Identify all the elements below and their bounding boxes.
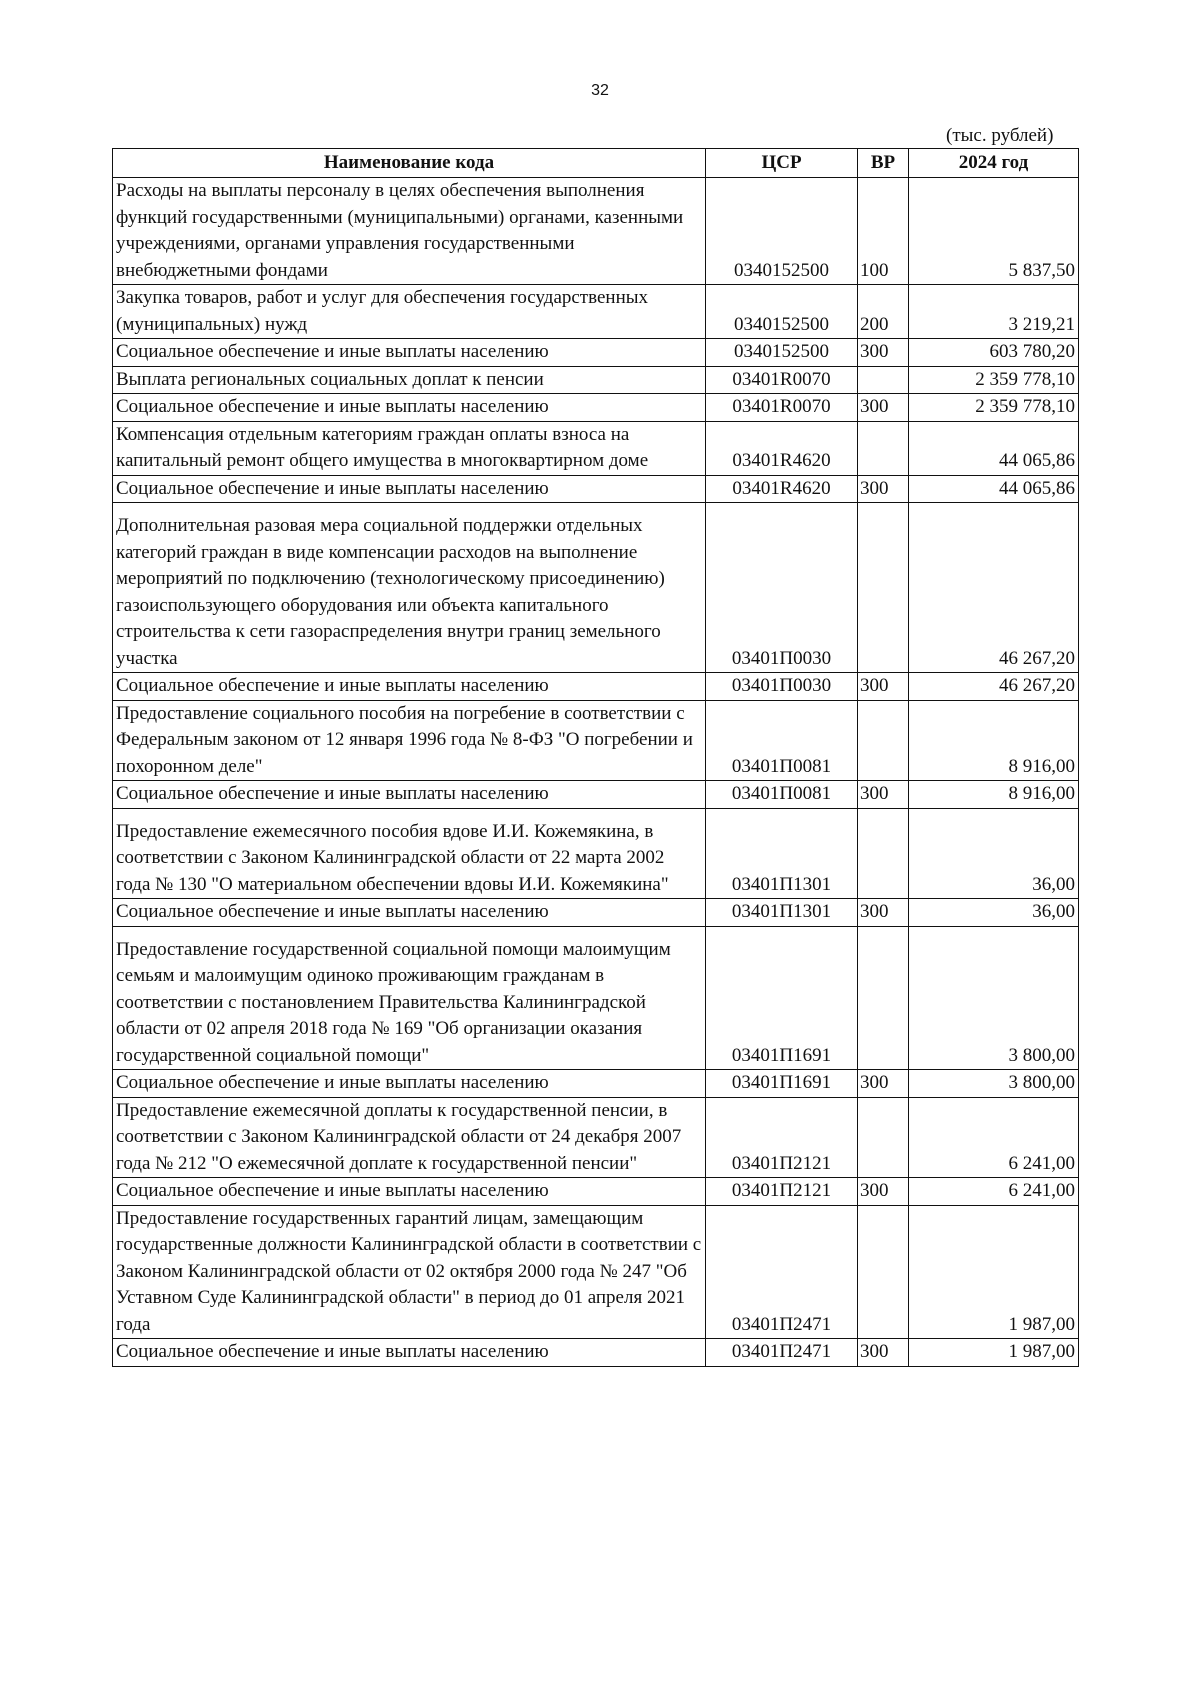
row-name: Предоставление ежемесячного пособия вдове И.И. Кожемякина, в соответствии с Законом Калининградской области от 22 марта 2002 года № 130 "О материальном обеспечении вдовы И.И. Кожемякина" [113, 808, 706, 899]
header-name: Наименование кода [113, 149, 706, 178]
table-row [113, 285, 1079, 339]
header-vr: ВР [858, 149, 909, 178]
row-csr: 03401П1691 [706, 1070, 858, 1098]
row-vr: 300 [858, 339, 909, 367]
header-year: 2024 год [909, 149, 1079, 178]
row-name: Социальное обеспечение и иные выплаты населению [113, 475, 706, 503]
row-vr [858, 503, 909, 673]
table-row [113, 781, 1079, 809]
row-amount: 3 219,21 [909, 285, 1079, 339]
row-name: Выплата региональных социальных доплат к пенсии [113, 366, 706, 394]
row-name: Социальное обеспечение и иные выплаты населению [113, 1178, 706, 1206]
row-csr: 03401П1301 [706, 808, 858, 899]
row-name: Расходы на выплаты персоналу в целях обеспечения выполнения функций государственными (муниципальными) органами, казенными учреждениями, органами управления государственными внебюджетными фондами [113, 178, 706, 285]
row-csr: 03401П0030 [706, 673, 858, 701]
table-row [113, 394, 1079, 422]
row-csr: 03401R4620 [706, 475, 858, 503]
row-csr: 03401П0081 [706, 781, 858, 809]
row-name: Компенсация отдельным категориям граждан оплаты взноса на капитальный ремонт общего имущества в многоквартирном доме [113, 421, 706, 475]
row-name: Социальное обеспечение и иные выплаты населению [113, 673, 706, 701]
row-vr [858, 808, 909, 899]
table-row [113, 339, 1079, 367]
row-amount: 44 065,86 [909, 475, 1079, 503]
row-csr: 03401П2121 [706, 1178, 858, 1206]
row-vr [858, 421, 909, 475]
row-csr: 0340152500 [706, 178, 858, 285]
page-number: 32 [591, 82, 609, 99]
row-vr: 300 [858, 673, 909, 701]
header-csr: ЦСР [706, 149, 858, 178]
table-row [113, 366, 1079, 394]
table-row [113, 1339, 1079, 1367]
row-amount: 36,00 [909, 899, 1079, 927]
table-row [113, 673, 1079, 701]
table-row [113, 1097, 1079, 1178]
row-vr: 300 [858, 1070, 909, 1098]
row-vr: 300 [858, 899, 909, 927]
row-amount: 44 065,86 [909, 421, 1079, 475]
table-row [113, 899, 1079, 927]
row-csr: 03401П2471 [706, 1339, 858, 1367]
row-amount: 1 987,00 [909, 1205, 1079, 1339]
row-name: Предоставление социального пособия на погребение в соответствии с Федеральным законом от 12 января 1996 года № 8-ФЗ "О погребении и похоронном деле" [113, 700, 706, 781]
row-amount: 36,00 [909, 808, 1079, 899]
row-vr [858, 1097, 909, 1178]
row-csr: 0340152500 [706, 285, 858, 339]
row-vr [858, 366, 909, 394]
row-name: Предоставление ежемесячной доплаты к государственной пенсии, в соответствии с Законом Калининградской области от 24 декабря 2007 года № 212 "О ежемесячной доплате к государственной пенсии" [113, 1097, 706, 1178]
row-name: Социальное обеспечение и иные выплаты населению [113, 394, 706, 422]
row-name: Социальное обеспечение и иные выплаты населению [113, 899, 706, 927]
row-name: Социальное обеспечение и иные выплаты населению [113, 781, 706, 809]
row-amount: 3 800,00 [909, 1070, 1079, 1098]
row-name: Предоставление государственной социальной помощи малоимущим семьям и малоимущим одиноко проживающим гражданам в соответствии с постановлением Правительства Калининградской области от 02 апреля 2018 года № 169 "Об организации оказания государственной социальной помощи" [113, 926, 706, 1070]
table-row [113, 1178, 1079, 1206]
row-amount: 5 837,50 [909, 178, 1079, 285]
row-amount: 2 359 778,10 [909, 366, 1079, 394]
row-csr: 03401R0070 [706, 394, 858, 422]
row-vr [858, 926, 909, 1070]
row-csr: 03401П2471 [706, 1205, 858, 1339]
row-name: Социальное обеспечение и иные выплаты населению [113, 339, 706, 367]
row-csr: 0340152500 [706, 339, 858, 367]
row-csr: 03401П1301 [706, 899, 858, 927]
table-row [113, 1070, 1079, 1098]
row-csr: 03401R0070 [706, 366, 858, 394]
row-csr: 03401П0030 [706, 503, 858, 673]
table-row [113, 503, 1079, 673]
row-vr: 300 [858, 1178, 909, 1206]
row-csr: 03401П2121 [706, 1097, 858, 1178]
row-amount: 46 267,20 [909, 673, 1079, 701]
units-label: (тыс. рублей) [946, 125, 1054, 146]
table-header-row [113, 149, 1079, 178]
row-amount: 6 241,00 [909, 1097, 1079, 1178]
budget-table [112, 148, 1079, 1367]
row-vr [858, 1205, 909, 1339]
table-row [113, 700, 1079, 781]
row-name: Закупка товаров, работ и услуг для обеспечения государственных (муниципальных) нужд [113, 285, 706, 339]
table-row [113, 475, 1079, 503]
table-row [113, 926, 1079, 1070]
table-row [113, 808, 1079, 899]
row-vr: 300 [858, 781, 909, 809]
row-vr: 100 [858, 178, 909, 285]
row-csr: 03401П0081 [706, 700, 858, 781]
table-row [113, 178, 1079, 285]
row-csr: 03401П1691 [706, 926, 858, 1070]
row-amount: 8 916,00 [909, 781, 1079, 809]
row-name: Социальное обеспечение и иные выплаты населению [113, 1339, 706, 1367]
row-amount: 46 267,20 [909, 503, 1079, 673]
row-name: Предоставление государственных гарантий лицам, замещающим государственные должности Калининградской области в соответствии с Законом Калининградской области от 02 октября 2000 года № 247 "Об Уставном Суде Калининградской области" в период до 01 апреля 2021 года [113, 1205, 706, 1339]
row-csr: 03401R4620 [706, 421, 858, 475]
row-amount: 603 780,20 [909, 339, 1079, 367]
row-amount: 8 916,00 [909, 700, 1079, 781]
table-row [113, 421, 1079, 475]
row-vr: 300 [858, 394, 909, 422]
row-vr [858, 700, 909, 781]
row-name: Социальное обеспечение и иные выплаты населению [113, 1070, 706, 1098]
row-amount: 2 359 778,10 [909, 394, 1079, 422]
row-vr: 300 [858, 475, 909, 503]
row-vr: 300 [858, 1339, 909, 1367]
row-vr: 200 [858, 285, 909, 339]
row-amount: 3 800,00 [909, 926, 1079, 1070]
row-name: Дополнительная разовая мера социальной поддержки отдельных категорий граждан в виде компенсации расходов на выполнение мероприятий по подключению (технологическому присоединению) газоиспользующего оборудования или объекта капитального строительства к сети газораспределения внутри границ земельного участка [113, 503, 706, 673]
row-amount: 1 987,00 [909, 1339, 1079, 1367]
row-amount: 6 241,00 [909, 1178, 1079, 1206]
table-row [113, 1205, 1079, 1339]
